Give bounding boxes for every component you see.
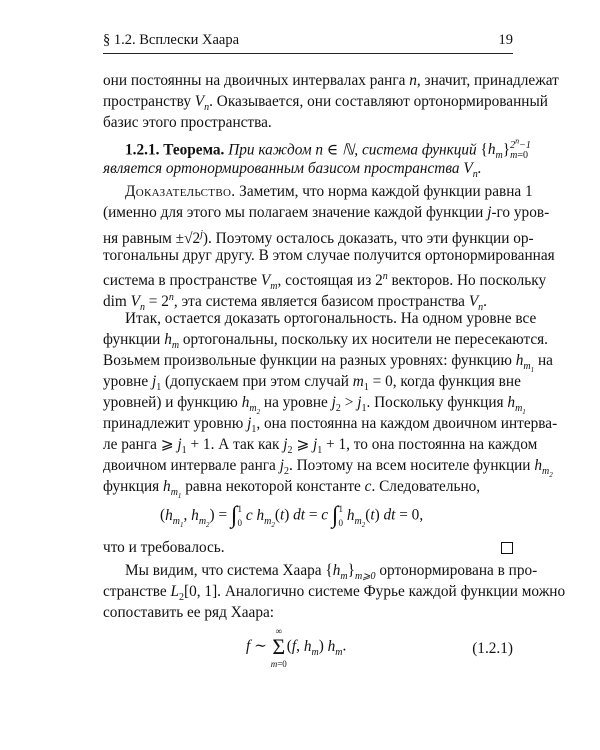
text-line: принадлежит уровню $j_1$, она постоянна на каждом двоичном интерва-: [103, 415, 558, 436]
text-line: (именно для этого мы полагаем значение каждой функции j-го уров-: [103, 204, 550, 221]
text-line: они постоянны на двоичных интервалах ранга n, значит, принадлежат: [103, 72, 559, 89]
theorem-statement: 1.2.1. Теорема. При каждом n ∈ ℕ, система функций $\{h_m\}2^n-1$ m=0: [125, 137, 531, 162]
page-number: 19: [498, 32, 513, 48]
haar-series-formula: f ∼ ∞ Σ m=0(f, $h_m$) $h_m$.: [246, 626, 347, 669]
text-line: пространству $V_n$. Оказывается, они составляют ортонормированный: [103, 93, 548, 114]
orthogonality-formula: ($h_{m_1}$, $h_{m_2}) = \int 1$ 0 c $h_{m_2}(t)$ dt = c ∫1 0 $h_{m_2}(t)$ dt = 0,: [160, 502, 424, 529]
section-title: § 1.2. Всплески Хаара: [103, 32, 240, 48]
text-line: Возьмем произвольные функции на разных уровнях: функцию $h_{m_1}$ на: [103, 352, 553, 375]
text-line: что и требовалось.: [103, 537, 513, 558]
text-line: уровне $j_1$ (допускаем при этом случай $m_1 = 0$, когда функция вне: [103, 373, 521, 394]
text-line: dim $V_n = 2^n$, эта система является базисом пространства $V_n$.: [103, 292, 487, 314]
text-line: функции $h_m$ ортогональны, поскольку их носители не пересекаются.: [103, 331, 548, 352]
text-line: двоичном интервале ранга $j_2$. Поэтому на всем носителе функции $h_{m_2}$: [103, 457, 553, 480]
text-line: уровней) и функцию $h_{m_2}$ на уровне $j_2 > j_1$. Поскольку функция $h_{m_1}$: [103, 394, 526, 417]
theorem-statement-cont: является ортонормированным базисом пространства $V_n$.: [103, 160, 482, 181]
text-line: сопоставить ее ряд Хаара:: [103, 604, 275, 621]
text-line: Итак, остается доказать ортогональность. На одном уровне все: [125, 310, 537, 327]
equation-number: (1.2.1): [472, 640, 513, 657]
text-line: Доказательство. Заметим, что норма каждой функции равна 1: [125, 183, 533, 200]
text-line: странстве $L_2[0$, 1]. Аналогично системе Фурье каждой функции можно: [103, 583, 566, 604]
text-line: ня равным $\pm√2^j$). Поэтому осталось доказать, что эти функции ор-: [103, 229, 534, 248]
text-line: функция $h_{m_1}$ равна некоторой константе c. Следовательно,: [103, 478, 481, 501]
text-line: система в пространстве $V_m$, состоящая из 2$^n$ векторов. Но поскольку: [103, 271, 547, 293]
text-line: тогональны друг другу. В этом случае получится ортонормированная: [103, 247, 555, 264]
text-line: базис этого пространства.: [103, 114, 272, 131]
running-header: [103, 31, 513, 54]
qed-box: [501, 542, 513, 554]
text-line: Мы видим, что система Хаара $\{h_m\}_{m⩾0}$ ортонормирована в про-: [125, 562, 538, 583]
text-line: ле ранга ⩾ $j_1 + 1$. А так как $j_2$ ⩾ $j_1 + 1$, то она постоянна на каждом: [103, 436, 538, 457]
